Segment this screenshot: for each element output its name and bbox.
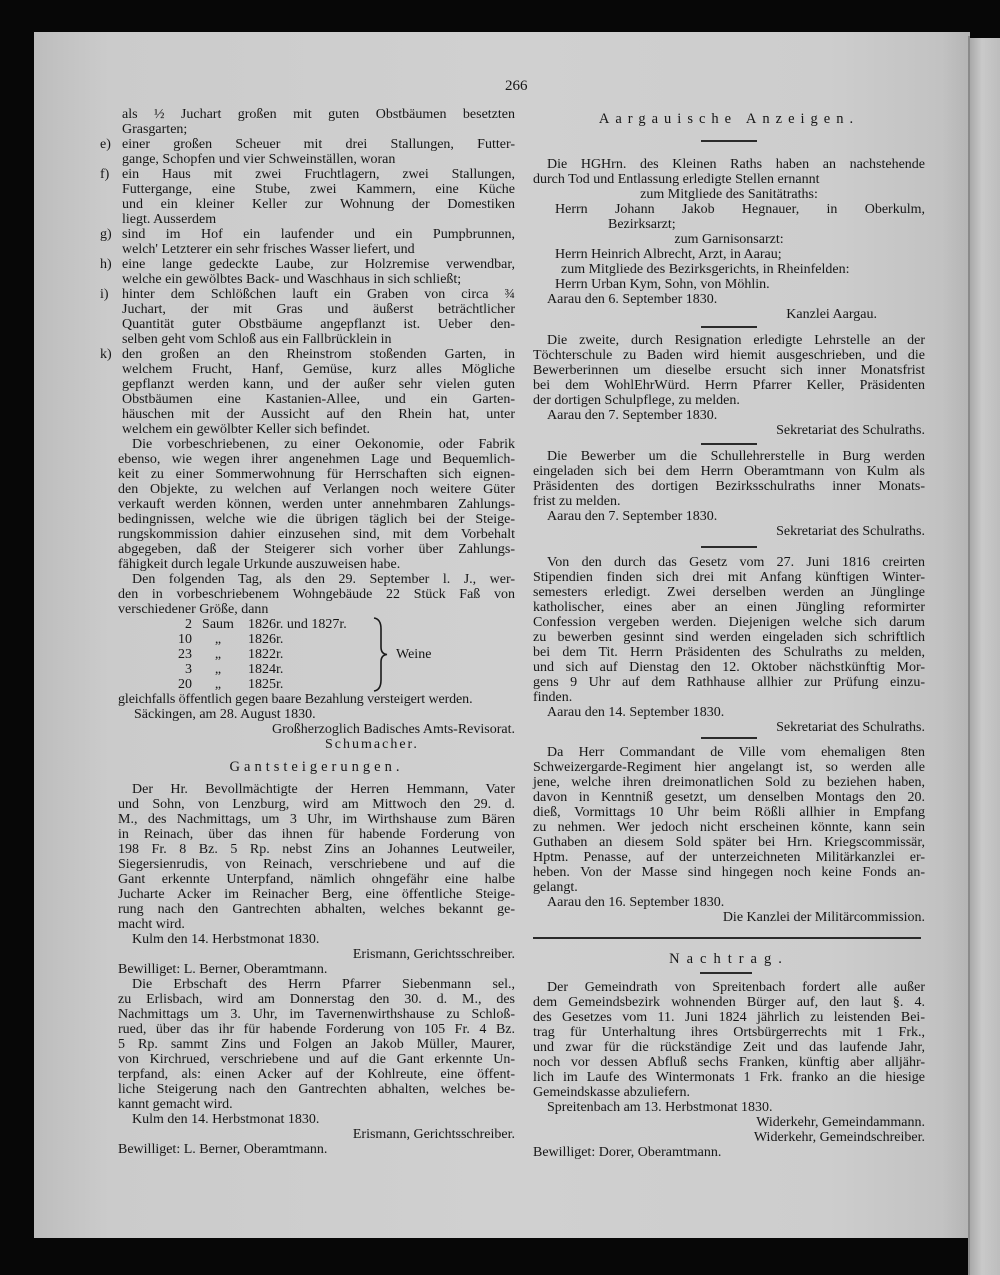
- auction-2-signature: Erismann, Gerichtsschreiber.: [352, 1127, 515, 1142]
- appointment-post: zum Mitgliede des Bezirksgerichts, in Rheinfelden:: [561, 262, 850, 277]
- divider-long: [533, 937, 921, 939]
- text-line: des Gesetzes vom 11. Juni 1824 jährlich zu leistenden Bei-: [533, 1010, 925, 1025]
- text-line: liegt. Ausserdem: [122, 212, 217, 227]
- wine-quantity: 3: [185, 662, 192, 677]
- list-item-label: g): [100, 227, 112, 242]
- text-line: gelangt.: [533, 880, 578, 895]
- paragraph-wine: [118, 572, 515, 617]
- text-line: der dortigen Schulpflege, zu melden.: [533, 393, 740, 408]
- text-line: verkauft werden können, werden unter annehmbaren Zahlungs-: [118, 497, 515, 512]
- left-column: [100, 107, 515, 1157]
- text-line: den großen an den Rheinstrom stoßenden Garten, in: [122, 347, 515, 362]
- divider: [701, 546, 757, 548]
- text-line: selben geht vom Schloß aus ein Fallbrücklein in: [122, 332, 392, 347]
- text-line: Die Erbschaft des Herrn Pfarrer Siebenmann sel.,: [132, 977, 515, 992]
- text-line: häuschen mit der Aussicht auf den Rhein hat, unter: [122, 407, 515, 422]
- list-item-label: i): [100, 287, 109, 302]
- text-line: Futtergange, eine Stube, zwei Kammern, eine Küche: [122, 182, 515, 197]
- paragraph-objects: [118, 437, 515, 572]
- notice-signature: Sekretariat des Schulraths.: [776, 524, 925, 539]
- notice-text: [533, 555, 925, 705]
- text-line: rung nach den Gantrechten abhalten, welches bekannt ge-: [118, 902, 515, 917]
- divider: [701, 443, 757, 445]
- list-item-text: [122, 257, 515, 287]
- text-line: zu Erlisbach, wird am Donnerstag den 30. d. M., des: [118, 992, 515, 1007]
- text-line: bei dem WohlEhrWürd. Herrn Pfarrer Keller, Präsidenten: [533, 378, 925, 393]
- text-line: zu bewerben gesinnt sind werden eingeladen sich schriftlich: [533, 630, 925, 645]
- list-item-label: f): [100, 167, 110, 182]
- wine-table-row: [100, 632, 515, 647]
- text-line: Die zweite, durch Resignation erledigte Lehrstelle an der: [547, 333, 925, 348]
- list-item: [100, 137, 515, 167]
- text-line: Der Hr. Bevollmächtigte der Herren Hemmann, Vater: [132, 782, 515, 797]
- text-line: lich im Laufe des Wintermonats 1 Frk. franko an die hiesige: [533, 1070, 925, 1085]
- appointment-post: zum Garnisonsarzt:: [674, 232, 784, 247]
- notice-place-date: Aarau den 7. September 1830.: [547, 509, 718, 524]
- text-line: davon in Kenntniß gesetzt, um denselben Montags den 20.: [533, 790, 925, 805]
- text-line: und zwar für die rückständige Zeit und das laufende Jahr,: [533, 1040, 925, 1055]
- notice-signature: Kanzlei Aargau.: [786, 307, 877, 322]
- text-line: eine lange gedeckte Laube, zur Holzremise verwendbar,: [122, 257, 515, 272]
- text-line: Den folgenden Tag, als den 29. September l. J., wer-: [132, 572, 515, 587]
- divider: [700, 972, 752, 974]
- notice-approval: Bewilliget: Dorer, Oberamtmann.: [533, 1145, 722, 1160]
- text-line: frist zu melden.: [533, 494, 621, 509]
- appointee: Herrn Urban Kym, Sohn, von Möhlin.: [555, 277, 770, 292]
- text-line: rued, über das ihr für habende Forderung von 105 Fr. 4 Bz.: [118, 1022, 515, 1037]
- text-line: und ein kleiner Keller zur Wohnung der Domestiken: [122, 197, 515, 212]
- adjacent-page-edge: [970, 38, 1000, 1275]
- text-line: Da Herr Commandant de Ville vom ehemaligen 8ten: [547, 745, 925, 760]
- text-line: Grasgarten;: [122, 122, 188, 137]
- notice-spreitenbach: [533, 980, 925, 1160]
- text-line: semesters erledigt. Zwei derselben werden an Jünglinge: [533, 585, 925, 600]
- text-line: Confession vergeben werden. Diejenigen welche sich darum: [533, 615, 925, 630]
- wine-place-date: Säckingen, am 28. August 1830.: [134, 707, 316, 722]
- wine-quantity: 20: [178, 677, 192, 692]
- wine-vintage: 1822r.: [248, 647, 284, 662]
- text-line: Gant erkennte Unterpfand, nämlich ohngefähr eine halbe: [118, 872, 515, 887]
- notice-stipends: [533, 555, 925, 735]
- text-line: kannt gemacht wird.: [118, 1097, 233, 1112]
- wine-end-text: gleichfalls öffentlich gegen baare Bezahlung versteigert werden.: [118, 692, 473, 707]
- wine-table: [100, 617, 515, 692]
- text-line: Von den durch das Gesetz vom 27. Juni 1816 creirten: [547, 555, 925, 570]
- text-line: dieß, Vormittags 10 Uhr beim Rößli allhier in Empfang: [533, 805, 925, 820]
- notice-text: [533, 980, 925, 1100]
- text-line: Stipendien finden sich drei mit Anfang künftigen Winter-: [533, 570, 925, 585]
- text-line: dem Gemeindsbezirk wohnenden Bürger auf, den laut §. 4.: [533, 995, 925, 1010]
- text-line: als ½ Juchart großen mit guten Obstbäumen besetzten: [122, 107, 515, 122]
- notice-teacher-burg: [533, 449, 925, 539]
- page-number: 266: [505, 78, 528, 94]
- auction-notice-2: [118, 977, 515, 1112]
- auction-notice-1: [118, 782, 515, 932]
- text-line: macht wird.: [118, 917, 185, 932]
- wine-vintage: 1824r.: [248, 662, 284, 677]
- list-item-text: [122, 287, 515, 347]
- text-line: ebenso, wie wegen ihrer angenehmen Lage und Bequemlich-: [118, 452, 515, 467]
- text-line: bedingnissen, welche wie die übrigen täglich bei der Steige-: [118, 512, 515, 527]
- notice-signature: Die Kanzlei der Militärcommission.: [722, 910, 925, 925]
- text-line: hinter dem Schlößchen lauft ein Graben von circa ¾: [122, 287, 515, 302]
- text-line: Nachmittags um 3. Uhr, im Tavernenwirthshause zu Schloß-: [118, 1007, 515, 1022]
- text-line: von Kirchrued, verschriebene und auf die Gant erkennte Un-: [118, 1052, 515, 1067]
- wine-quantity: 10: [178, 632, 192, 647]
- list-item-label: k): [100, 347, 112, 362]
- text-line: ein Haus mit zwei Fruchtlagern, zwei Stallungen,: [122, 167, 515, 182]
- text-line: trag für Unterhaltung ihres Ortsbürgerrechts mit 1 Frk.,: [533, 1025, 925, 1040]
- section-heading-nachtrag: Nachtrag.: [669, 951, 789, 967]
- notice-teacher-baden: [533, 333, 925, 438]
- wine-unit: „: [214, 677, 222, 692]
- appointee-title: Bezirksarzt;: [608, 217, 676, 232]
- wine-quantity: 23: [178, 647, 192, 662]
- wine-table-row: [100, 662, 515, 677]
- wine-table-row: [100, 677, 515, 692]
- text-line: und sich auf Dienstag den 12. Oktober nächstkünftig Mor-: [533, 660, 925, 675]
- text-line: verschiedener Größe, dann: [118, 602, 269, 617]
- notice-place-date: Spreitenbach am 13. Herbstmonat 1830.: [547, 1100, 773, 1115]
- text-line: Schweizergarde-Regiment hier angelangt ist, so werden alle: [533, 760, 925, 775]
- text-line: welche ein gewölbtes Back- und Waschhaus in sich schließt;: [122, 272, 462, 287]
- text-line: eingeladen sich bei dem Herrn Oberamtmann von Kulm als: [533, 464, 925, 479]
- wine-table-row: [100, 617, 515, 632]
- right-column: [533, 0, 925, 1200]
- notice-appointments: [533, 157, 925, 322]
- notice-place-date: Aarau den 7. September 1830.: [547, 408, 718, 423]
- intro-text: [122, 107, 515, 137]
- text-line: Guthaben an diesem Sold später bei Hrn. Kriegscommissär,: [533, 835, 925, 850]
- list-item: [100, 347, 515, 437]
- list-item: [100, 287, 515, 347]
- text-line: abgegeben, daß der Steigerer sich vorher über Zahlungs-: [118, 542, 515, 557]
- auction-2-approval: Bewilliget: L. Berner, Oberamtmann.: [118, 1142, 328, 1157]
- text-line: Siegersienrudis, von Reinach, verschriebene und auf die: [118, 857, 515, 872]
- curly-brace-icon: [370, 617, 390, 692]
- text-line: Die HGHrn. des Kleinen Raths haben an nachstehende: [547, 157, 925, 172]
- wine-unit: „: [214, 662, 222, 677]
- text-line: Quantität guter Obstbäume angepflanzt ist. Ueber den-: [122, 317, 515, 332]
- wine-unit: „: [214, 647, 222, 662]
- notice-text: [533, 449, 925, 509]
- text-line: in Reinach, über das ihnen für habende Forderung von: [118, 827, 515, 842]
- list-item-label: h): [100, 257, 112, 272]
- text-line: Obstbäumen eine Kastanien-Allee, und ein Garten-: [122, 392, 515, 407]
- text-line: keit zu einer Sommerwohnung für Herrschaften sich eignen-: [118, 467, 515, 482]
- notice-text: [533, 333, 925, 408]
- text-line: und Sohn, von Lenzburg, wird am Mittwoch den 29. d.: [118, 797, 515, 812]
- appointee: Herrn Johann Jakob Hegnauer, in Oberkulm,: [555, 202, 925, 217]
- wine-office: Großherzoglich Badisches Amts-Revisorat.: [271, 722, 515, 737]
- section-heading-aargauische-anzeigen: Aargauische Anzeigen.: [598, 111, 860, 127]
- notice-place-date: Aarau den 6. September 1830.: [547, 292, 718, 307]
- wine-signature: Schumacher.: [325, 737, 419, 752]
- divider: [701, 737, 757, 739]
- text-line: Jucharte Acker im Reinacher Berg, eine öffentliche Steige-: [118, 887, 515, 902]
- list-item: [100, 167, 515, 227]
- text-line: Bewerberinnen um dieselbe ersucht sich inner Monatsfrist: [533, 363, 925, 378]
- text-line: 5 Rp. sammt Zins und Folgen an Jakob Müller, Maurer,: [118, 1037, 515, 1052]
- wine-vintage: 1825r.: [248, 677, 284, 692]
- text-line: welchem ein gewölbter Keller sich befindet.: [122, 422, 371, 437]
- text-line: welchem Frucht, Hanf, Gemüse, kurz alles Mögliche: [122, 362, 515, 377]
- auction-2-place-date: Kulm den 14. Herbstmonat 1830.: [132, 1112, 320, 1127]
- text-line: gens 9 Uhr auf dem Rathhause allhier zur Prüfung einzu-: [533, 675, 925, 690]
- notice-signature: Sekretariat des Schulraths.: [776, 423, 925, 438]
- text-line: Präsidenten des dortigen Bezirksschulraths inner Monats-: [533, 479, 925, 494]
- text-line: gepflanzt werden kann, und der außer sehr vielen guten: [122, 377, 515, 392]
- notice-place-date: Aarau den 16. September 1830.: [547, 895, 725, 910]
- wine-table-row: [100, 647, 515, 662]
- text-line: noch vor dessen Abfluß sechs Franken, künftig aber alljähr-: [533, 1055, 925, 1070]
- text-line: Gemeindskasse abzuliefern.: [533, 1085, 691, 1100]
- notice-signature: Widerkehr, Gemeindschreiber.: [753, 1130, 925, 1145]
- list-item-text: [122, 167, 515, 227]
- wine-unit: Saum: [202, 617, 234, 632]
- list-item: [100, 227, 515, 257]
- text-line: heben. Von der Masse sind hingegen noch keine Fonds an-: [533, 865, 925, 880]
- divider: [701, 140, 757, 142]
- auction-1-place-date: Kulm den 14. Herbstmonat 1830.: [132, 932, 320, 947]
- text-line: 198 Fr. 8 Bz. 5 Rp. nebst Zins an Johannes Leutweiler,: [118, 842, 515, 857]
- text-line: gange, Schopfen und vier Schweinställen, woran: [122, 152, 396, 167]
- section-heading-gantsteigerungen: Gantsteigerungen.: [229, 759, 404, 775]
- text-line: zu nehmen. Wer jedoch nicht erscheinen könnte, kann sein: [533, 820, 925, 835]
- text-line: rungskommission dahier einzusehen sind, mit dem Vorbehalt: [118, 527, 515, 542]
- appointee: Herrn Heinrich Albrecht, Arzt, in Aarau;: [555, 247, 782, 262]
- list-item-text: [122, 137, 515, 167]
- text-line: Der Gemeindrath von Spreitenbach fordert alle außer: [547, 980, 925, 995]
- text-line: finden.: [533, 690, 573, 705]
- text-line: fähigkeit durch legale Urkunde auszuweisen habe.: [118, 557, 401, 572]
- list-item-text: [122, 347, 515, 437]
- text-line: den Objekte, zu welchen auf Verlangen noch weitere Güter: [118, 482, 515, 497]
- notice-signature: Widerkehr, Gemeindammann.: [756, 1115, 925, 1130]
- list-item-text: [122, 227, 515, 257]
- auction-1-approval: Bewilliget: L. Berner, Oberamtmann.: [118, 962, 328, 977]
- text-line: Juchart, der mit Gras und äußerst beträchtlicher: [122, 302, 515, 317]
- text-line: liche Steigerung nach den Gantrechten abhalten, welches be-: [118, 1082, 515, 1097]
- text-line: M., des Nachmittags, um 3 Uhr, im Wirthshause zum Bären: [118, 812, 515, 827]
- text-line: terpfand, als: einen Acker auf der Kohlreute, eine öffent-: [118, 1067, 515, 1082]
- notice-place-date: Aarau den 14. September 1830.: [547, 705, 725, 720]
- text-line: katholischer, eines aber an einen Jüngling reformirter: [533, 600, 925, 615]
- auction-1-signature: Erismann, Gerichtsschreiber.: [352, 947, 515, 962]
- divider: [701, 326, 757, 328]
- wine-quantity: 2: [185, 617, 192, 632]
- wine-unit: „: [214, 632, 222, 647]
- notice-signature: Sekretariat des Schulraths.: [776, 720, 925, 735]
- text-line: den in vorbeschriebenem Wohngebäude 22 Stück Faß von: [118, 587, 515, 602]
- wine-vintage: 1826r.: [248, 632, 284, 647]
- list-item: [100, 257, 515, 287]
- wine-label: Weine: [396, 647, 432, 662]
- list-item-label: e): [100, 137, 111, 152]
- property-list: [100, 137, 515, 437]
- text-line: bei dem Tit. Herrn Präsidenten des Schulraths zu melden,: [533, 645, 925, 660]
- text-line: Hptm. Penasse, auf der unterzeichneten Militärkanzlei er-: [533, 850, 925, 865]
- text-line: sind im Hof ein laufender und ein Pumpbrunnen,: [122, 227, 515, 242]
- text-line: jene, welche ihren dreimonatlichen Sold zu beziehen haben,: [533, 775, 925, 790]
- text-line: welch' Letzterer ein sehr frisches Wasser liefert, und: [122, 242, 415, 257]
- text-line: durch Tod und Entlassung erledigte Stellen ernannt: [533, 172, 820, 187]
- text-line: Die vorbeschriebenen, zu einer Oekonomie, oder Fabrik: [132, 437, 515, 452]
- text-line: Die Bewerber um die Schullehrerstelle in Burg werden: [547, 449, 925, 464]
- wine-vintage: 1826r. und 1827r.: [248, 617, 347, 632]
- text-line: einer großen Scheuer mit drei Stallungen, Futter-: [122, 137, 515, 152]
- notice-appointments-text: [533, 157, 925, 187]
- appointment-post: zum Mitgliede des Sanitätraths:: [640, 187, 818, 202]
- notice-text: [533, 745, 925, 895]
- text-line: Töchterschule zu Baden wird hiemit ausgeschrieben, und die: [533, 348, 925, 363]
- notice-military-pay: [533, 745, 925, 925]
